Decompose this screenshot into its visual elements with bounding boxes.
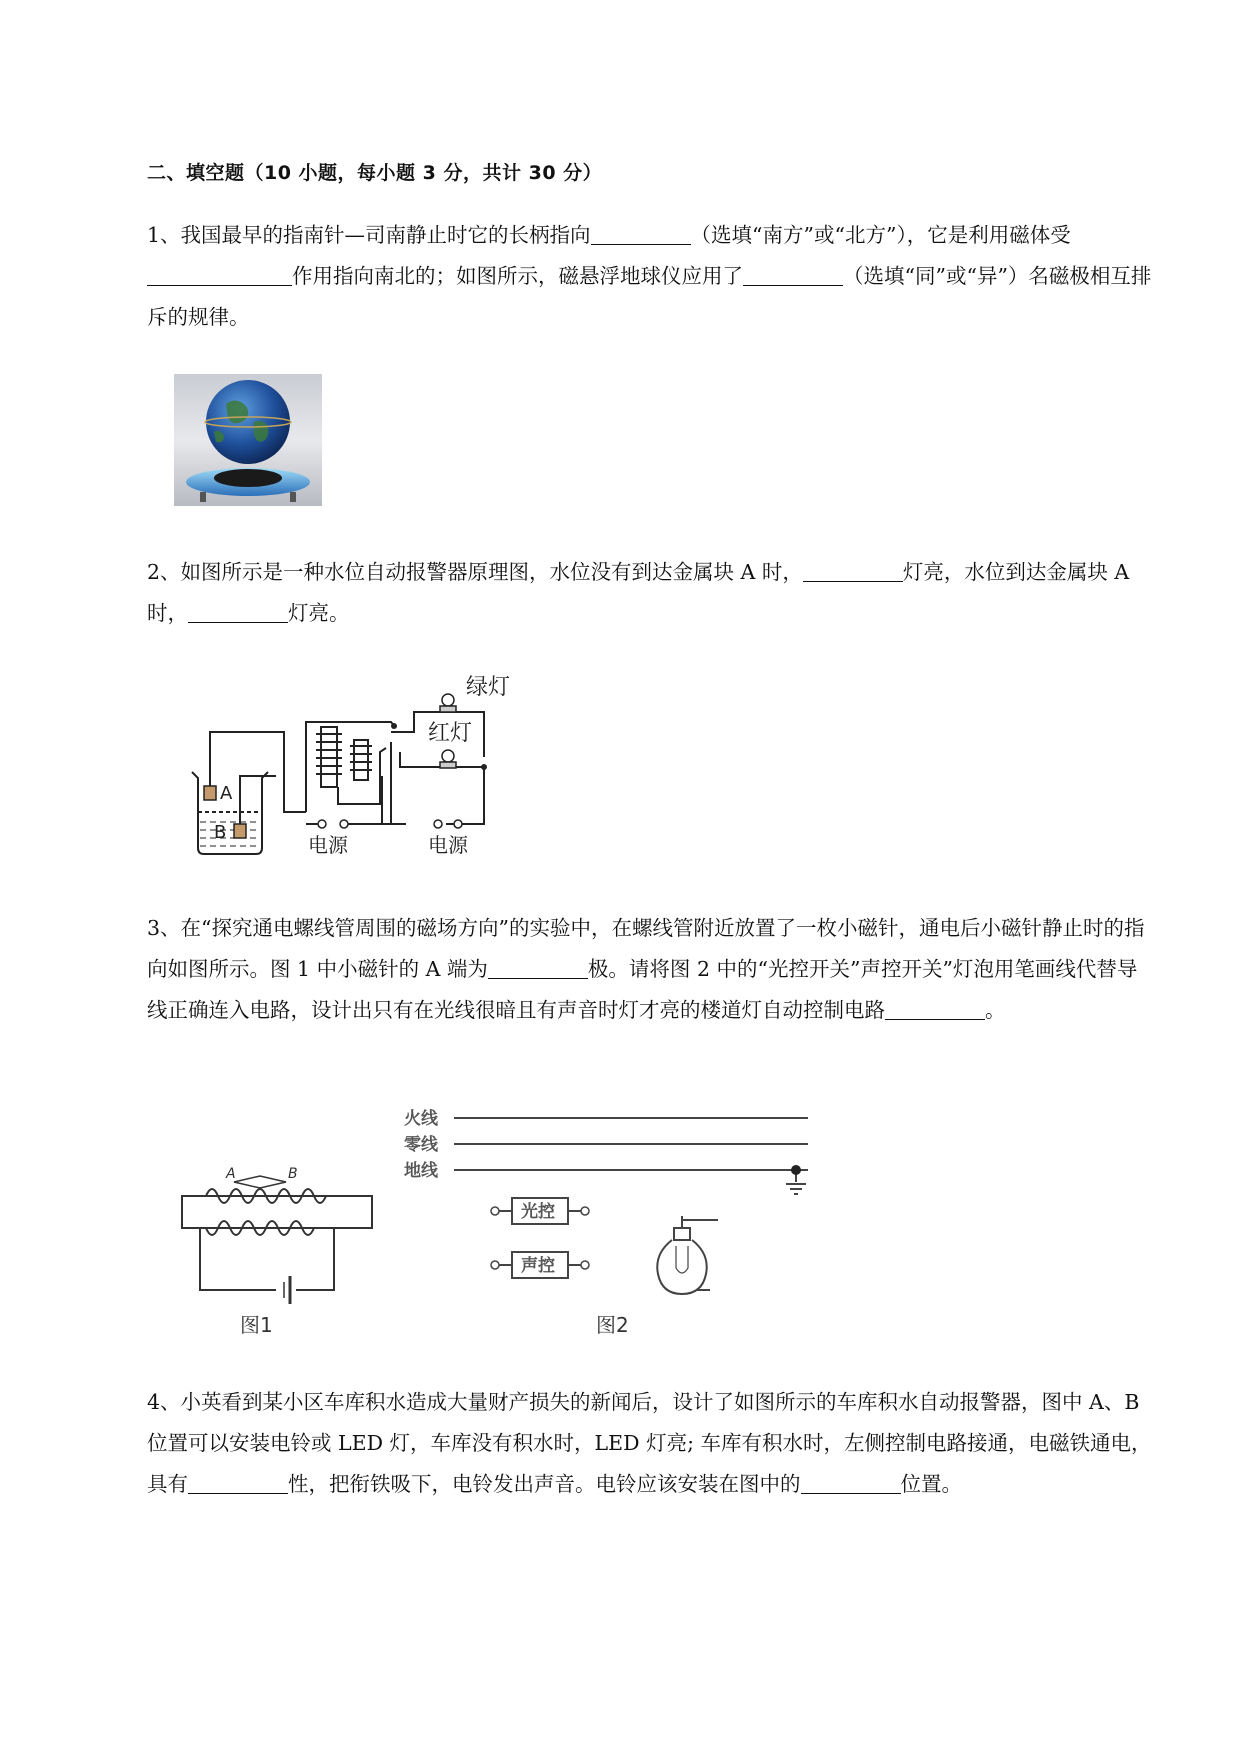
green-lamp-label: 绿灯 bbox=[466, 675, 511, 700]
q3-text-2: 极。请将图 2 中的“光控开关”声控开关”灯泡用笔画线代替导线正确连入电路，设计出只有在光线很暗且有声音时灯才亮的楼道灯自动控制电路 bbox=[147, 957, 1138, 1022]
question-1 bbox=[147, 215, 1157, 338]
q1-blank-2[interactable] bbox=[147, 263, 292, 286]
q1-text-3: 作用指向南北的；如图所示，磁悬浮地球仪应用了 bbox=[292, 264, 743, 288]
section-title: 二、填空题（10 小题，每小题 3 分，共计 30 分） bbox=[147, 162, 603, 184]
live-wire-label: 火线 bbox=[404, 1109, 438, 1129]
q1-blank-1[interactable] bbox=[591, 222, 691, 245]
power-label-1: 电源 bbox=[308, 833, 348, 857]
q2-text-3: 灯亮。 bbox=[288, 601, 350, 625]
question-3 bbox=[147, 908, 1157, 1031]
solenoid-figure-1 bbox=[176, 1160, 376, 1340]
block-b-label: B bbox=[214, 822, 227, 843]
block-a-label: A bbox=[220, 783, 233, 804]
question-2 bbox=[147, 552, 1157, 634]
q2-text-1: 2、如图所示是一种水位自动报警器原理图，水位没有到达金属块 A 时， bbox=[147, 560, 803, 584]
q3-text-3: 。 bbox=[985, 998, 1006, 1022]
red-lamp-label: 红灯 bbox=[428, 721, 473, 746]
q3-blank-1[interactable] bbox=[488, 956, 588, 979]
sound-switch-label: 声控 bbox=[521, 1256, 555, 1276]
q3-text-1: 3、在“探究通电螺线管周围的磁场方向”的实验中，在螺线管附近放置了一枚小磁针，通电后小磁针静止时的指向如图所示。图 1 中小磁针的 A 端为 bbox=[147, 916, 1145, 981]
q2-text-2: 灯亮，水位到达金属块 A 时， bbox=[147, 560, 1130, 625]
ground-wire-label: 地线 bbox=[404, 1161, 438, 1181]
q1-blank-3[interactable] bbox=[743, 263, 843, 286]
figure-1-caption: 图1 bbox=[240, 1313, 273, 1337]
figure-2-caption: 图2 bbox=[596, 1313, 629, 1337]
q1-text-4: （选填“同”或“异”）名磁极相互排斥的规律。 bbox=[147, 264, 1152, 329]
light-switch-label: 光控 bbox=[521, 1202, 555, 1222]
neutral-wire-label: 零线 bbox=[404, 1135, 438, 1155]
q2-blank-1[interactable] bbox=[803, 559, 903, 582]
power-label-2: 电源 bbox=[428, 833, 468, 857]
q2-blank-2[interactable] bbox=[188, 600, 288, 623]
water-level-alarm-diagram bbox=[186, 672, 516, 862]
q4-text-2: 性，把衔铁吸下，电铃发出声音。电铃应该安装在图中的 bbox=[288, 1472, 801, 1496]
q4-blank-2[interactable] bbox=[801, 1471, 901, 1494]
question-4 bbox=[147, 1382, 1157, 1505]
q1-text-2: （选填“南方”或“北方”），它是利用磁体受 bbox=[690, 223, 1071, 247]
q4-text-3: 位置。 bbox=[900, 1472, 962, 1496]
q3-blank-2[interactable] bbox=[885, 997, 985, 1020]
q4-blank-1[interactable] bbox=[188, 1471, 288, 1494]
q4-text-1: 4、小英看到某小区车库积水造成大量财产损失的新闻后，设计了如图所示的车库积水自动报警器，图中 A、B 位置可以安装电铃或 LED 灯，车库没有积水时，LED 灯亮; 车库有积水时，左侧控制电路接通，电磁铁通电，具有 bbox=[147, 1390, 1152, 1496]
wiring-figure-2 bbox=[400, 1098, 820, 1342]
needle-b-label: B bbox=[288, 1166, 298, 1182]
q1-text-1: 1、我国最早的指南针—司南静止时它的长柄指向 bbox=[147, 223, 591, 247]
needle-a-label: A bbox=[226, 1166, 236, 1182]
maglev-globe-image bbox=[174, 374, 322, 506]
